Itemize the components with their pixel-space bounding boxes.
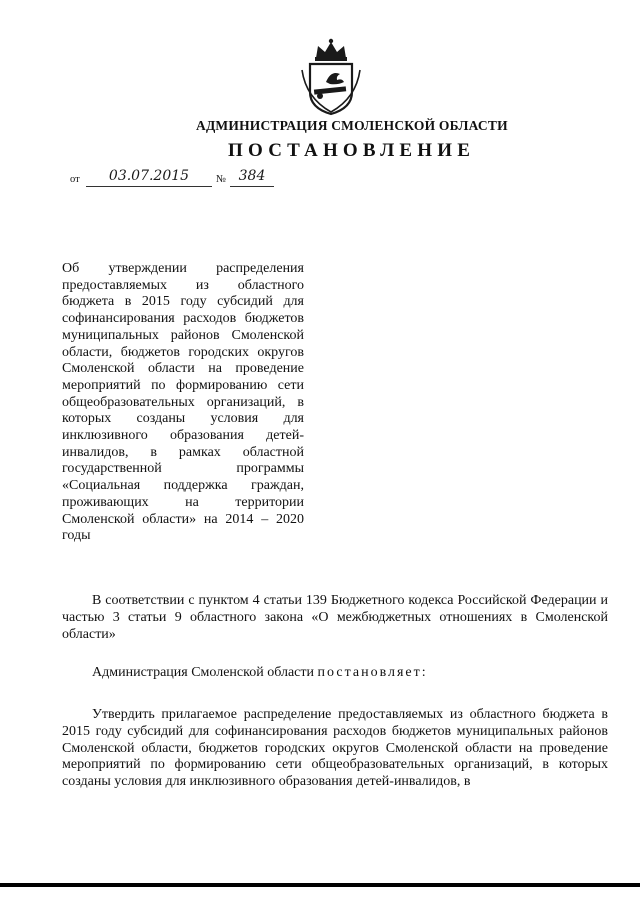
document-date: 03.07.2015	[86, 168, 212, 187]
number-label: №	[216, 174, 227, 185]
document-number: 384	[230, 168, 274, 187]
legal-basis-paragraph: В соответствии с пунктом 4 статьи 139 Бюджетного кодекса Российской Федерации и частью 3 статьи 9 областного закона «О межбюджетных отношениях в Смоленской области»	[62, 593, 608, 642]
resolution-paragraph	[62, 665, 608, 682]
resolution-authority: Администрация Смоленской области	[92, 665, 315, 680]
resolution-verb: постановляет:	[317, 665, 428, 680]
document-subject: Об утверждении распределения предоставляемых из областного бюджета в 2015 году субсидий для софинансирования расходов бюджетов муниципальных районов Смоленской области, бюджетов городских округов Смоленской области на проведение мероприятий по формированию сети общеобразовательных организаций, в которых созданы условия для инклюзивного образования детей-инвалидов, в рамках областной государственной программы «Социальная поддержка граждан, проживающих на территории Смоленской области» на 2014 – 2020 годы	[62, 261, 304, 544]
page-bottom-rule	[0, 883, 640, 887]
organization-name: АДМИНИСТРАЦИЯ СМОЛЕНСКОЙ ОБЛАСТИ	[196, 118, 508, 133]
coat-of-arms-icon	[296, 36, 366, 116]
date-label: от	[70, 174, 80, 185]
document-type-title: ПОСТАНОВЛЕНИЕ	[228, 140, 476, 161]
decision-paragraph: Утвердить прилагаемое распределение предоставляемых из областного бюджета в 2015 году субсидий для софинансирования расходов бюджетов муниципальных районов Смоленской области, бюджетов городских округов Смоленской области на проведение мероприятий по формированию сети общеобразовательных организаций, в которых созданы условия для инклюзивного образования детей-инвалидов, в	[62, 707, 608, 790]
